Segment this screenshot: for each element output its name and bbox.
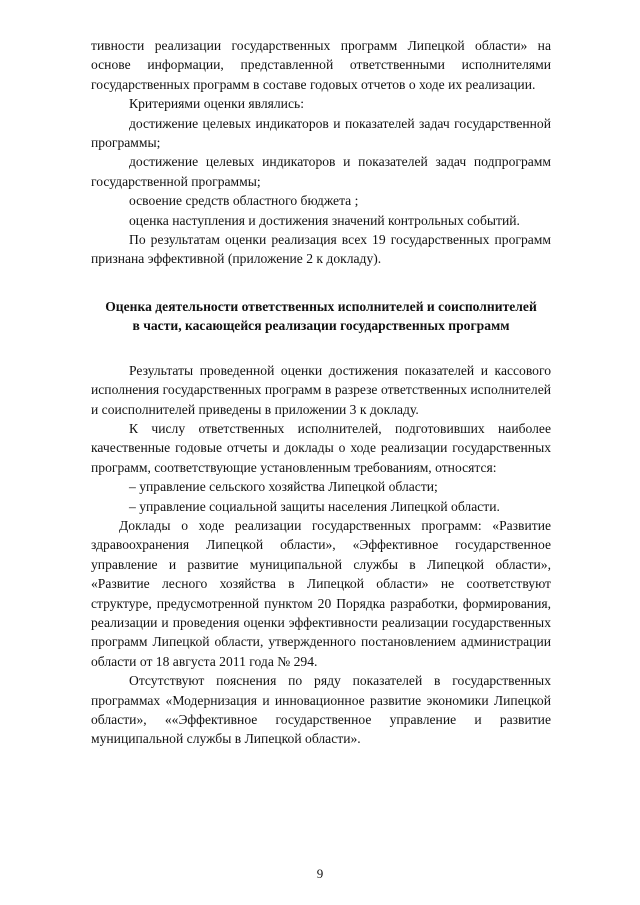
paragraph-criterion-subprogram-targets: достижение целевых индикаторов и показателей задач подпрограмм государственной программы;	[91, 154, 551, 189]
list-item-agriculture: – управление сельского хозяйства Липецкой области;	[129, 479, 438, 495]
paragraph-missing-explanations: Отсутствуют пояснения по ряду показателей в государственных программах «Модернизация и инновационное развитие экономики Липецкой области», ««Эффективное государственное управление и развитие муниципальной службы в Липецкой области».	[91, 673, 551, 747]
paragraph-intro: тивности реализации государственных программ Липецкой области» на основе информации, представленной ответственными исполнителями государственных программ в составе годовых отчетов о ходе их реализации.	[91, 38, 551, 92]
paragraph-criteria-title: Критериями оценки являлись:	[129, 96, 304, 112]
paragraph-best-reports: К числу ответственных исполнителей, подготовивших наиболее качественные годовые отчеты и доклады о ходе реализации государственных программ, соответствующие установленным требованиям, относятся:	[91, 420, 551, 475]
page-number: 9	[316, 866, 324, 881]
section-heading-line-2: в части, касающейся реализации государственных программ	[132, 318, 510, 334]
list-item-social-protection: – управление социальной защиты населения Липецкой области.	[129, 498, 500, 514]
section-heading-line-1: Оценка деятельности ответственных исполнителей и соисполнителей	[105, 298, 537, 314]
paragraph-assessment-result: По результатам оценки реализация всех 19 государственных программ признана эффективной (приложение 2 к докладу).	[91, 232, 551, 267]
section-heading	[91, 297, 551, 336]
paragraph-noncompliant-reports: Доклады о ходе реализации государственных программ: «Развитие здравоохранения Липецкой области», «Эффективное государственное управление и развитие муниципальной службы в Липецкой области», «Развитие лесного хозяйства в Липецкой области» не соответствуют структуре, предусмотренной пунктом 20 Порядка разработки, формирования, реализации и проведения оценки эффективности реализации государственных программ Липецкой области, утвержденного постановлением администрации области от 18 августа 2011 года № 294.	[91, 517, 551, 669]
document-body	[91, 36, 551, 749]
paragraph-criterion-events: оценка наступления и достижения значений контрольных событий.	[129, 212, 520, 228]
paragraph-criterion-budget: освоение средств областного бюджета ;	[129, 193, 359, 209]
paragraph-criterion-program-targets: достижение целевых индикаторов и показателей задач государственной программы;	[91, 115, 551, 151]
paragraph-results: Результаты проведенной оценки достижения показателей и кассового исполнения государственных программ в разрезе ответственных исполнителей и соисполнителей приведены в приложении 3 к докладу.	[91, 362, 551, 417]
